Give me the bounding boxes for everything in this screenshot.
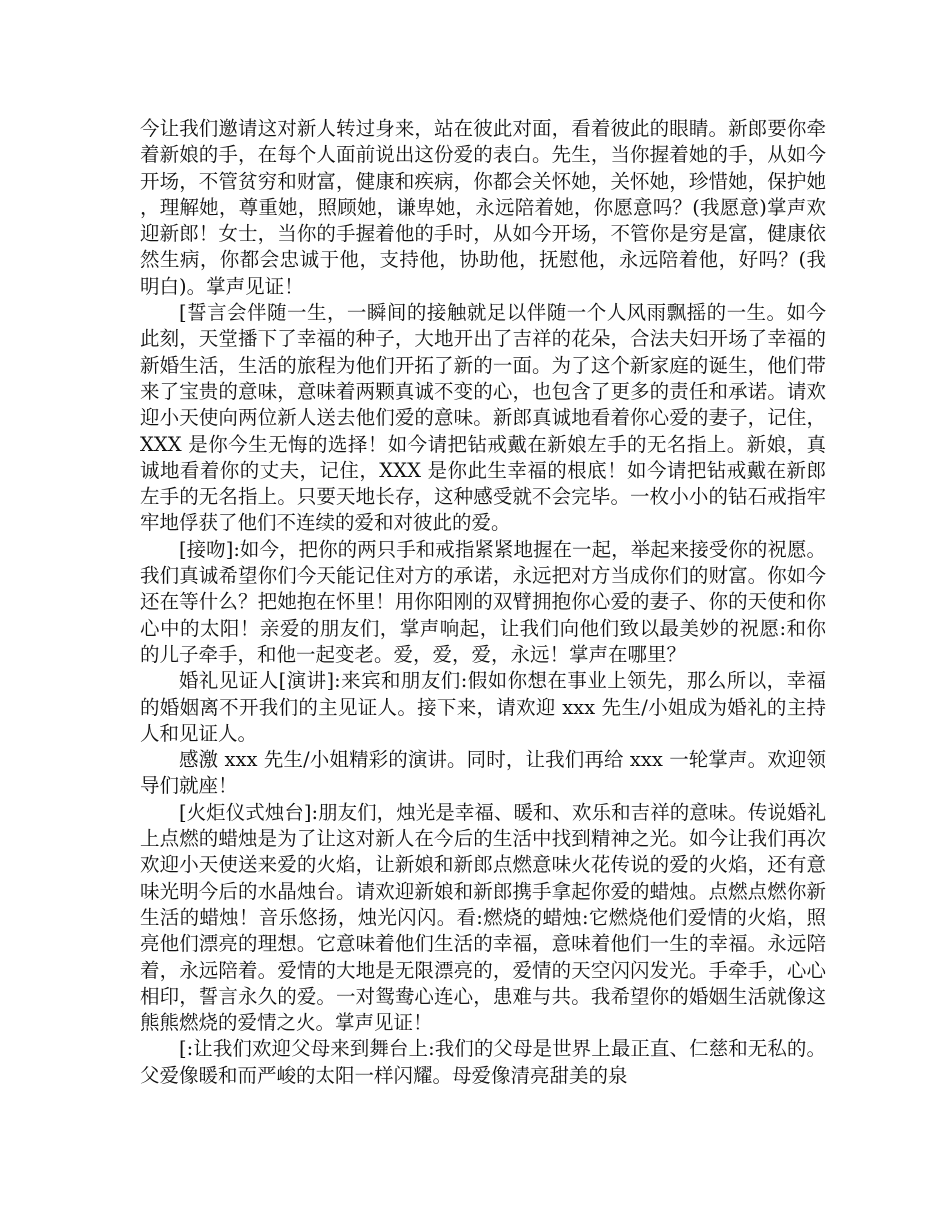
paragraph-parents: [:让我们欢迎父母来到舞台上:我们的父母是世界上最正直、仁慈和无私的。父爱像暖和而严峻的太阳一样闪耀。母爱像清亮甜美的泉 [140,1037,826,1087]
paragraph-witness-speech: 婚礼见证人[演讲]:来宾和朋友们:假如你想在事业上领先，那么所以，幸福的婚姻离不开我们的主见证人。接下来，请欢迎 xxx 先生/小姐成为婚礼的主持人和见证人。 [140,669,826,745]
paragraph-oath-rings: [誓言会伴随一生，一瞬间的接触就足以伴随一个人风雨飘摇的一生。如今此刻，天堂播下了幸福的种子，大地开出了吉祥的花朵，合法夫妇开场了幸福的新婚生活，生活的旅程为他们开拓了新的一面。为了这个新家庭的诞生，他们带来了宝贵的意味，意味着两颗真诚不变的心，也包含了更多的责任和承诺。请欢迎小天使向两位新人送去他们爱的意味。新郎真诚地看着你心爱的妻子，记住，XXX 是你今生无悔的选择！如今请把钻戒戴在新娘左手的无名指上。新娘，真诚地看着你的丈夫，记住，XXX 是你此生幸福的根底！如今请把钻戒戴在新郎左手的无名指上。只要天地长存，这种感受就不会完毕。一枚小小的钻石戒指牢牢地俘获了他们不连续的爱和对彼此的爱。 [140,301,826,535]
paragraph-kiss: [接吻]:如今，把你的两只手和戒指紧紧地握在一起，举起来接受你的祝愿。我们真诚希望你们今天能记住对方的承诺，永远把对方当成你们的财富。你如今还在等什么？把她抱在怀里！用你阳刚的双臂拥抱你心爱的妻子、你的天使和你心中的太阳！亲爱的朋友们，掌声响起，让我们向他们致以最美妙的祝愿:和你的儿子牵手，和他一起变老。爱，爱，爱，永远！掌声在哪里？ [140,537,826,666]
paragraph-candle-ceremony: [火炬仪式烛台]:朋友们，烛光是幸福、暖和、欢乐和吉祥的意味。传说婚礼上点燃的蜡烛是为了让这对新人在今后的生活中找到精神之光。如今让我们再次欢迎小天使送来爱的火焰，让新娘和新郎点燃意味火花传说的爱的火焰，还有意味光明今后的水晶烛台。请欢迎新娘和新郎携手拿起你爱的蜡烛。点燃点燃你新生活的蜡烛！音乐悠扬，烛光闪闪。看:燃烧的蜡烛:它燃烧他们爱情的火焰，照亮他们漂亮的理想。它意味着他们生活的幸福，意味着他们一生的幸福。永远陪着，永远陪着。爱情的大地是无限漂亮的，爱情的天空闪闪发光。手牵手，心心相印，誓言永久的爱。一对鸳鸯心连心，患难与共。我希望你的婚姻生活就像这熊熊燃烧的爱情之火。掌声见证！ [140,800,826,1035]
paragraph-thanks: 感激 xxx 先生/小姐精彩的演讲。同时，让我们再给 xxx 一轮掌声。欢迎领导们就座！ [140,748,826,798]
paragraph-vows-question: 今让我们邀请这对新人转过身来，站在彼此对面，看着彼此的眼睛。新郎要你牵着新娘的手，在每个人面前说出这份爱的表白。先生，当你握着她的手，从如今开场，不管贫穷和财富，健康和疾病，你都会关怀她，关怀她，珍惜她，保护她，理解她，尊重她，照顾她，谦卑她，永远陪着她，你愿意吗？(我愿意)掌声欢迎新郎！女士，当你的手握着他的手时，从如今开场，不管你是穷是富，健康依然生病，你都会忠诚于他，支持他，协助他，抚慰他，永远陪着他，好吗？(我明白)。掌声见证！ [140,117,826,298]
document-body [140,116,826,1089]
